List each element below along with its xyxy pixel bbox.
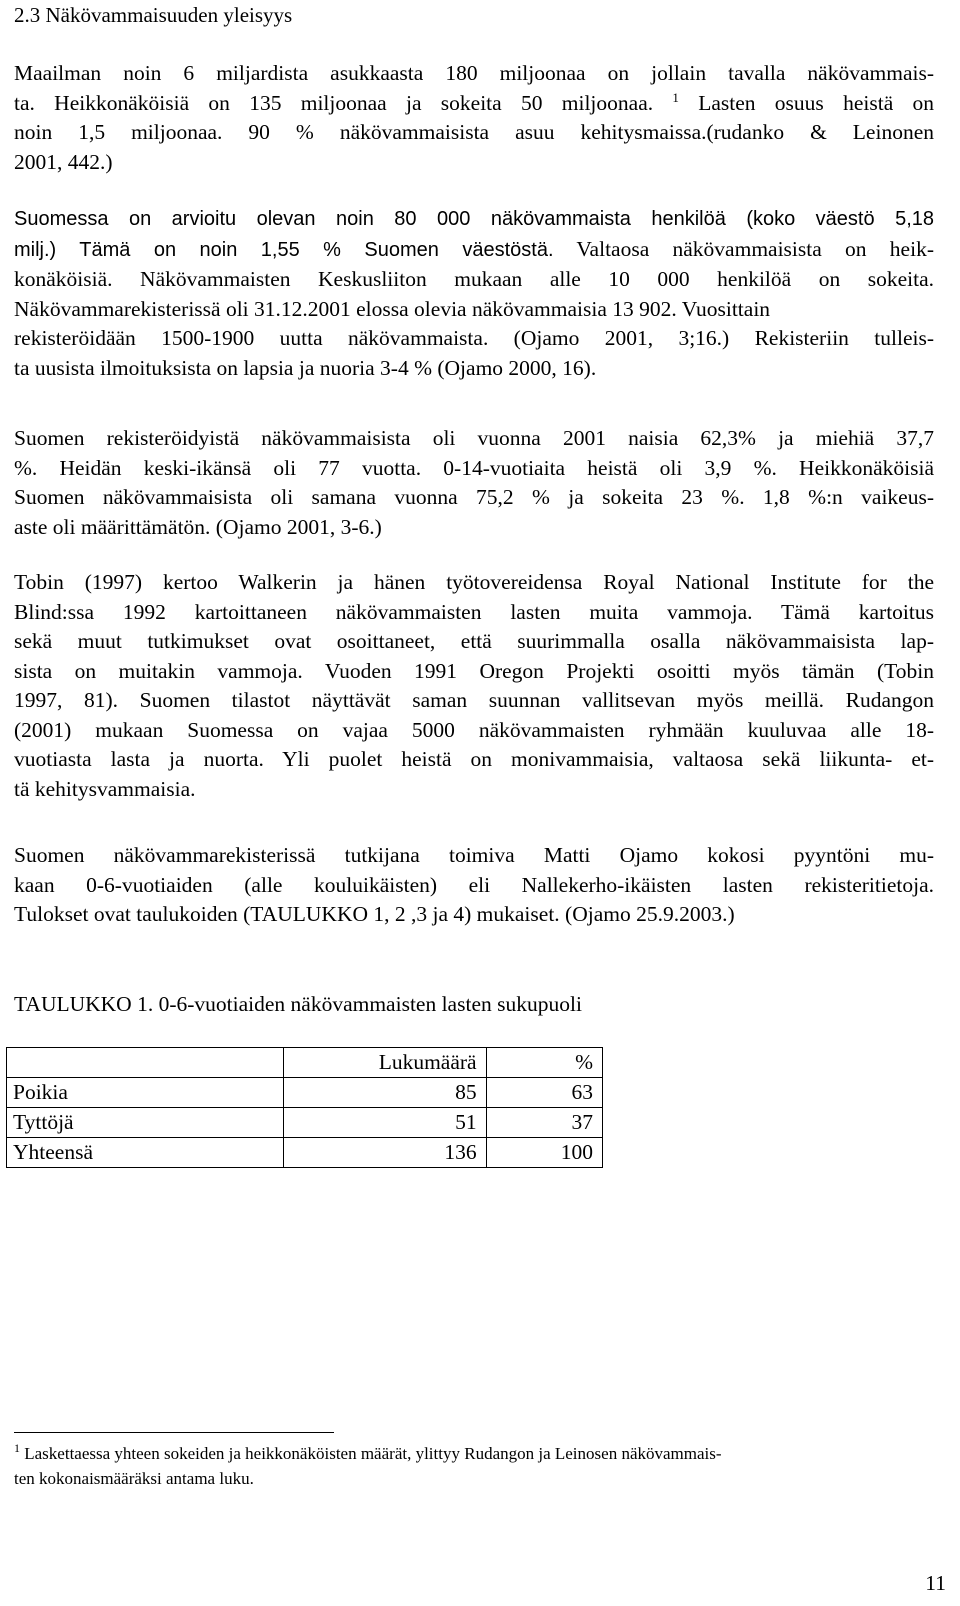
table-header-cell xyxy=(7,1048,284,1078)
text-segment: Lasten osuus heistä on xyxy=(698,90,935,115)
text-line: sista on muitakin vammoja. Vuoden 1991 Oregon Projekti osoitti myös tämän (Tobin xyxy=(14,658,934,683)
text-segment: Valtaosa näkövammaisista on heik- xyxy=(576,236,934,261)
table-header-cell: Lukumäärä xyxy=(284,1048,486,1078)
text-line: Blind:ssa 1992 kartoittaneen näkövammaisten lasten muita vammoja. Tämä kartoitus xyxy=(14,599,934,624)
footnote xyxy=(14,1441,934,1491)
paragraph-finland-statistics xyxy=(14,205,934,383)
text-line: Näkövammarekisterissä oli 31.12.2001 elossa olevia näkövammaisia 13 902. Vuosittain xyxy=(14,296,771,321)
text-line xyxy=(14,1441,934,1466)
text-line: kaan 0-6-vuotiaiden (alle kouluikäisten) eli Nallekerho-ikäisten lasten rekisteritietoja. xyxy=(14,872,934,897)
paragraph-ojamo xyxy=(14,841,934,930)
table-cell: 100 xyxy=(486,1138,602,1168)
text-line: Suomen näkövammaisista oli samana vuonna 75,2 % ja sokeita 23 %. 1,8 %:n vaikeus- xyxy=(14,485,934,509)
text-segment: ta. Heikkonäköisiä on 135 miljoonaa ja sokeita 50 miljoonaa. xyxy=(14,90,654,115)
table-caption: TAULUKKO 1. 0-6-vuotiaiden näkövammaisten lasten sukupuoli xyxy=(14,992,582,1016)
text-line: ten kokonaismääräksi antama luku. xyxy=(14,1469,254,1488)
data-table xyxy=(6,1047,603,1168)
text-line: ta uusista ilmoituksista on lapsia ja nuoria 3-4 % (Ojamo 2000, 16). xyxy=(14,355,597,380)
footnote-marker: 1 xyxy=(672,89,679,105)
table-cell: 136 xyxy=(284,1138,486,1168)
text-line: Maailman noin 6 miljardista asukkaasta 180 miljoonaa on jollain tavalla näkövammais- xyxy=(14,61,934,85)
table-row xyxy=(7,1078,603,1108)
text-line xyxy=(14,235,934,266)
paragraph-world-statistics xyxy=(14,59,934,177)
table-cell: Poikia xyxy=(7,1078,284,1108)
table-cell: 51 xyxy=(284,1108,486,1138)
section-heading: 2.3 Näkövammaisuuden yleisyys xyxy=(14,3,293,27)
text-line: Suomen näkövammarekisterissä tutkijana toimiva Matti Ojamo kokosi pyyntöni mu- xyxy=(14,843,934,867)
text-segment: milj.) Tämä on noin 1,55 % Suomen väestöstä. xyxy=(14,238,554,261)
table-header-cell: % xyxy=(486,1048,602,1078)
page-number: 11 xyxy=(925,1571,946,1595)
text-line: sekä muut tutkimukset ovat osoittaneet, että suurimmalla osalla näkövammaisista lap- xyxy=(14,629,934,653)
text-line: 2001, 442.) xyxy=(14,149,113,174)
paragraph-tobin xyxy=(14,568,934,804)
text-line: aste oli määrittämätön. (Ojamo 2001, 3-6.) xyxy=(14,514,382,539)
text-line: (2001) mukaan Suomessa on vajaa 5000 näkövammaisten ryhmään kuuluvaa alle 18- xyxy=(14,717,934,742)
text-line: Tulokset ovat taulukoiden (TAULUKKO 1, 2 ,3 ja 4) mukaiset. (Ojamo 25.9.2003.) xyxy=(14,902,735,926)
text-line: Suomessa on arvioitu olevan noin 80 000 näkövammaista henkilöä (koko väestö 5,18 xyxy=(14,208,934,230)
table-header-row xyxy=(7,1048,603,1078)
footnote-number: 1 xyxy=(14,1441,20,1455)
table-cell: 63 xyxy=(486,1078,602,1108)
text-line: 1997, 81). Suomen tilastot näyttävät saman suunnan vallitsevan myös meillä. Rudangon xyxy=(14,688,934,712)
text-line: rekisteröidään 1500-1900 uutta näkövammaista. (Ojamo 2001, 3;16.) Rekisteriin tulleis- xyxy=(14,326,934,350)
footnote-divider xyxy=(14,1432,334,1433)
table-cell: 85 xyxy=(284,1078,486,1108)
table-row xyxy=(7,1108,603,1138)
text-line: tä kehitysvammaisia. xyxy=(14,776,196,801)
text-segment: Laskettaessa yhteen sokeiden ja heikkonäköisten määrät, ylittyy Rudangon ja Leinosen näkövammais- xyxy=(24,1444,722,1463)
text-line xyxy=(14,89,934,119)
table-cell: Tyttöjä xyxy=(7,1108,284,1138)
text-line: %. Heidän keski-ikänsä oli 77 vuotta. 0-14-vuotiaita heistä oli 3,9 %. Heikkonäköisiä xyxy=(14,455,934,480)
paragraph-registry-statistics xyxy=(14,424,934,542)
table-cell: Yhteensä xyxy=(7,1138,284,1168)
text-line: konäköisiä. Näkövammaisten Keskusliiton mukaan alle 10 000 henkilöä on sokeita. xyxy=(14,267,934,291)
text-line: Suomen rekisteröidyistä näkövammaisista oli vuonna 2001 naisia 62,3% ja miehiä 37,7 xyxy=(14,426,934,450)
table-cell: 37 xyxy=(486,1108,602,1138)
table-row xyxy=(7,1138,603,1168)
text-line: vuotiasta lasta ja nuorta. Yli puolet heistä on monivammaisia, valtaosa sekä liikunta- et- xyxy=(14,747,934,771)
text-line: noin 1,5 miljoonaa. 90 % näkövammaisista asuu kehitysmaissa.(rudanko & Leinonen xyxy=(14,120,934,144)
text-line: Tobin (1997) kertoo Walkerin ja hänen työtovereidensa Royal National Institute for the xyxy=(14,570,934,594)
